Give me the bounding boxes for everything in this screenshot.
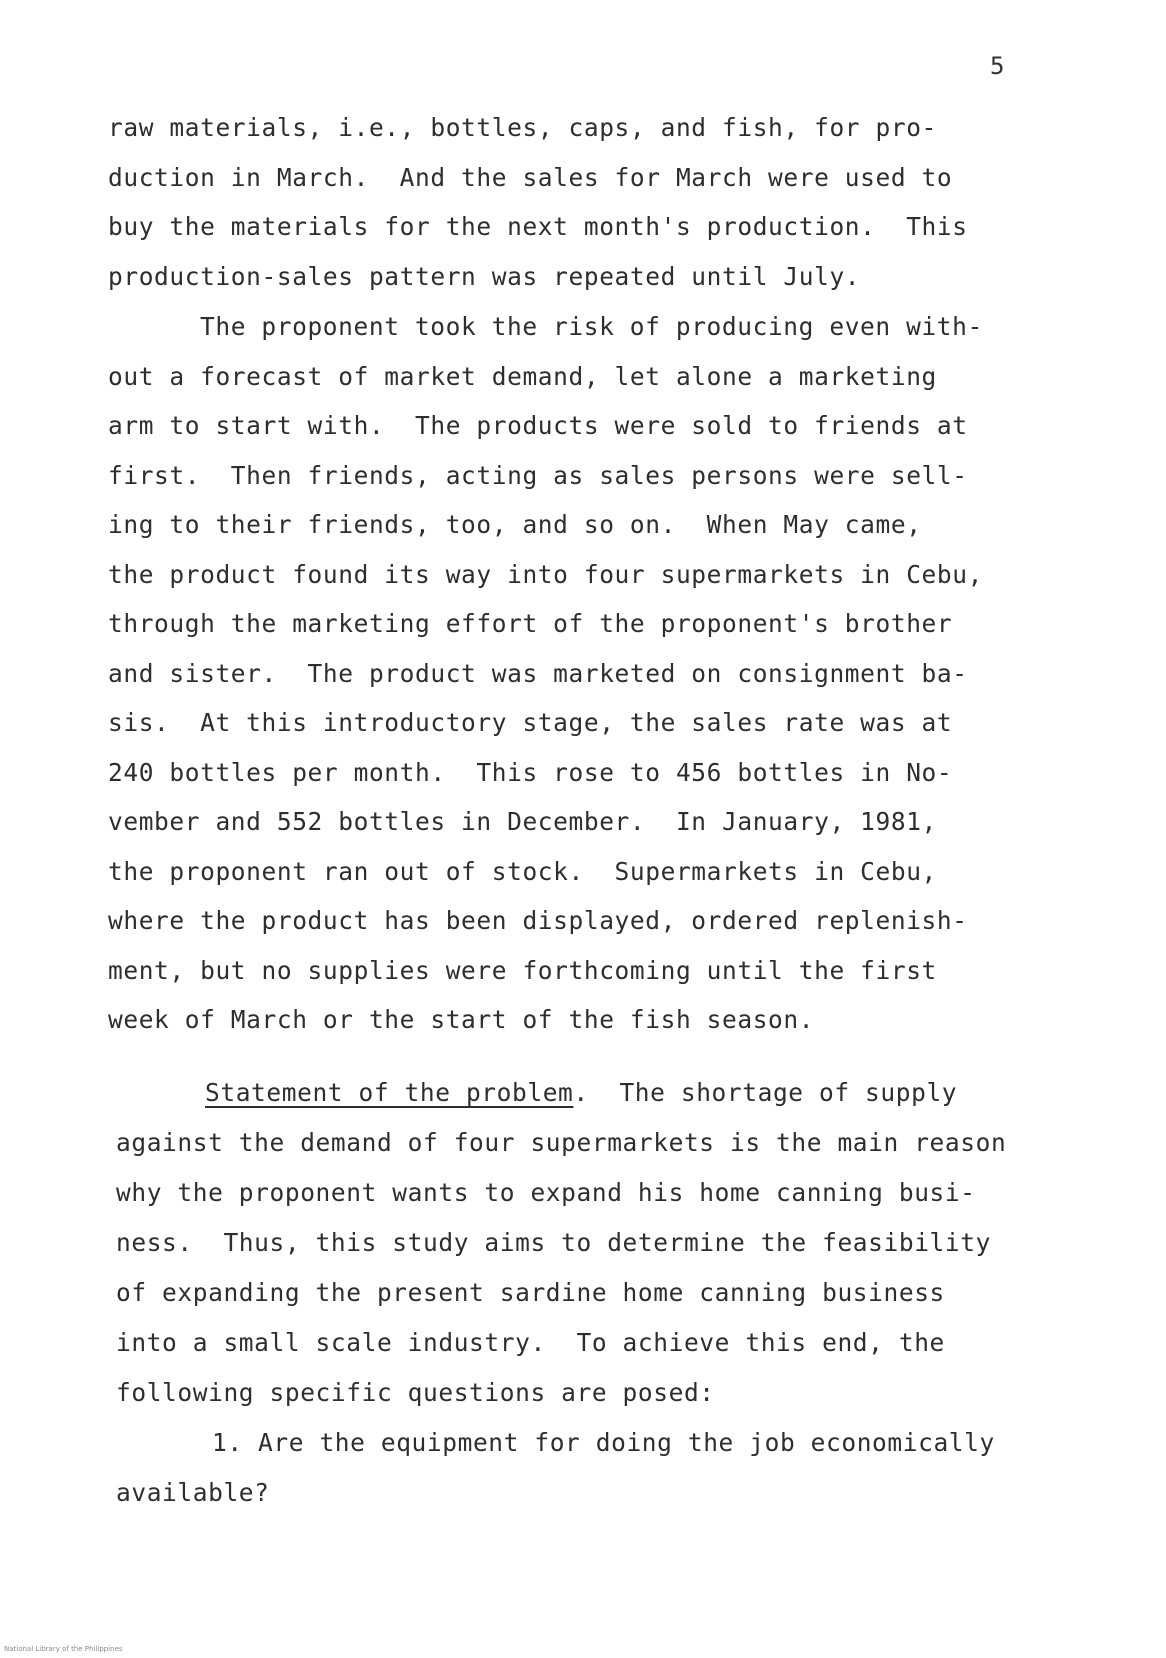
section-heading-line bbox=[205, 1078, 957, 1108]
page-number: 5 bbox=[990, 52, 1005, 80]
text-line: vember and 552 bottles in December. In January, 1981, bbox=[108, 807, 937, 836]
text-line: duction in March. And the sales for March were used to bbox=[108, 163, 953, 192]
text-line: against the demand of four supermarkets is the main reason bbox=[116, 1128, 1007, 1157]
text-line: ing to their friends, too, and so on. When May came, bbox=[108, 510, 922, 539]
text-line: 1. Are the equipment for doing the job economically bbox=[212, 1428, 995, 1457]
text-line: ment, but no supplies were forthcoming until the first bbox=[108, 956, 937, 985]
text-line: where the product has been displayed, ordered replenish- bbox=[108, 906, 968, 935]
text-line: of expanding the present sardine home canning business bbox=[116, 1278, 945, 1307]
text-line: raw materials, i.e., bottles, caps, and fish, for pro- bbox=[108, 113, 937, 142]
text-line: the product found its way into four supermarkets in Cebu, bbox=[108, 560, 983, 589]
text-line: following specific questions are posed: bbox=[116, 1378, 715, 1407]
text-line: sis. At this introductory stage, the sales rate was at bbox=[108, 708, 953, 737]
text-line: production-sales pattern was repeated until July. bbox=[108, 262, 861, 291]
text-line: the proponent ran out of stock. Supermarkets in Cebu, bbox=[108, 857, 937, 886]
text-line: and sister. The product was marketed on consignment ba- bbox=[108, 659, 968, 688]
section-heading: Statement of the problem bbox=[205, 1078, 574, 1107]
text-line: out a forecast of market demand, let alone a marketing bbox=[108, 362, 937, 391]
text-line: through the marketing effort of the proponent's brother bbox=[108, 609, 953, 638]
text-line: into a small scale industry. To achieve this end, the bbox=[116, 1328, 945, 1357]
text-line: buy the materials for the next month's production. This bbox=[108, 212, 968, 241]
text-line: week of March or the start of the fish season. bbox=[108, 1005, 815, 1034]
text-line: 240 bottles per month. This rose to 456 bottles in No- bbox=[108, 758, 953, 787]
scan-footer-stamp: National Library of the Philippines bbox=[4, 1645, 123, 1653]
heading-suffix-text: . The shortage of supply bbox=[573, 1078, 958, 1107]
text-line: ness. Thus, this study aims to determine the feasibility bbox=[116, 1228, 991, 1257]
text-line: first. Then friends, acting as sales persons were sell- bbox=[108, 461, 968, 490]
text-line: The proponent took the risk of producing even with- bbox=[200, 312, 983, 341]
text-line: available? bbox=[116, 1478, 270, 1507]
text-line: arm to start with. The products were sold to friends at bbox=[108, 411, 968, 440]
text-line: why the proponent wants to expand his home canning busi- bbox=[116, 1178, 976, 1207]
